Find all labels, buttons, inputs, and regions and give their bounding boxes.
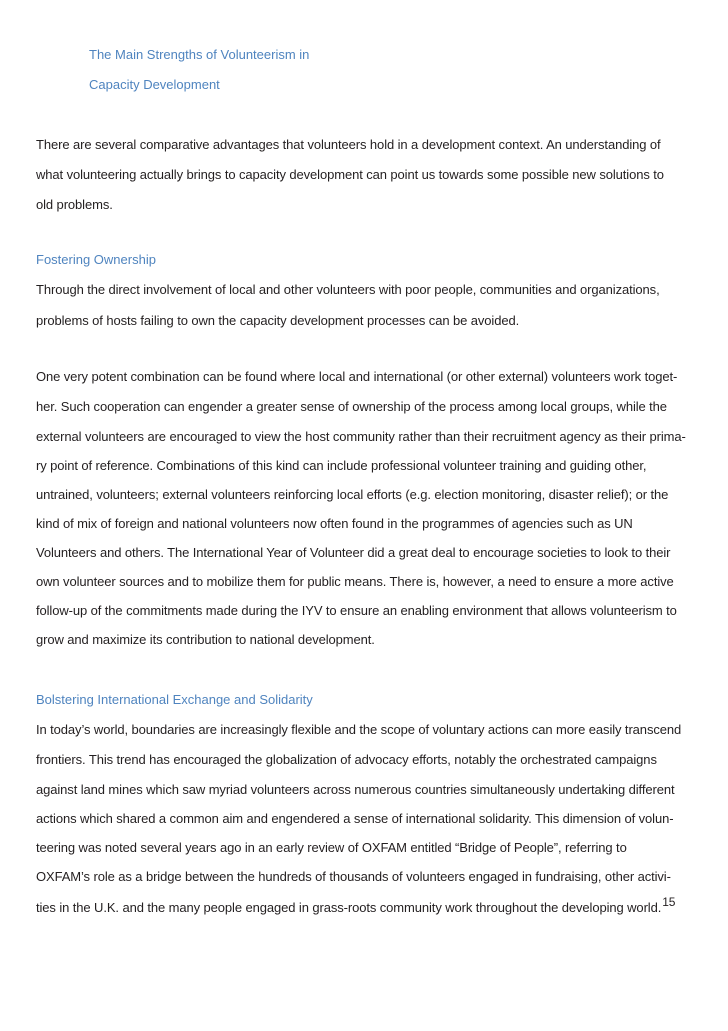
paragraph-line: problems of hosts failing to own the capacity development processes can be avoided. — [36, 313, 520, 328]
paragraph-line: external volunteers are encouraged to view the host community rather than their recruitment agency as their prima- — [36, 429, 686, 444]
paragraph-line: One very potent combination can be found where local and international (or other external) volunteers work toget- — [36, 369, 678, 384]
paragraph-line: against land mines which saw myriad volunteers across numerous countries simultaneously undertaking different — [36, 782, 675, 797]
title-line-1: The Main Strengths of Volunteerism in — [89, 47, 310, 62]
paragraph-line: OXFAM’s role as a bridge between the hundreds of thousands of volunteers engaged in fundraising, other activi- — [36, 869, 671, 884]
paragraph-line: own volunteer sources and to mobilize them for public means. There is, however, a need to ensure a more active — [36, 574, 674, 589]
paragraph-line: Through the direct involvement of local and other volunteers with poor people, communities and organizations, — [36, 282, 660, 297]
paragraph-line: In today’s world, boundaries are increasingly flexible and the scope of voluntary actions can more easily transcend — [36, 722, 682, 737]
intro-line: what volunteering actually brings to capacity development can point us towards some possible new solutions to — [36, 167, 664, 182]
paragraph-line: teering was noted several years ago in an early review of OXFAM entitled “Bridge of People”, referring to — [36, 840, 627, 855]
section-heading-international-exchange: Bolstering International Exchange and Solidarity — [36, 692, 313, 707]
paragraph-line: Volunteers and others. The International Year of Volunteer did a great deal to encourage societies to look to their — [36, 545, 671, 560]
paragraph-line-last — [36, 895, 676, 916]
paragraph-line: grow and maximize its contribution to national development. — [36, 632, 375, 647]
paragraph-line: ry point of reference. Combinations of this kind can include professional volunteer training and guiding other, — [36, 458, 647, 473]
paragraph-line: follow-up of the commitments made during the IYV to ensure an enabling environment that allows volunteerism to — [36, 603, 677, 618]
intro-line: old problems. — [36, 197, 113, 212]
paragraph-line-text: ties in the U.K. and the many people engaged in grass-roots community work throughout the developing world. — [36, 900, 662, 915]
section-heading-fostering-ownership: Fostering Ownership — [36, 252, 156, 267]
paragraph-line: actions which shared a common aim and engendered a sense of international solidarity. This dimension of volun- — [36, 811, 674, 826]
title-line-2: Capacity Development — [89, 77, 220, 92]
footnote-marker: 15 — [662, 895, 676, 909]
intro-line: There are several comparative advantages that volunteers hold in a development context. An understanding of — [36, 137, 661, 152]
paragraph-line: kind of mix of foreign and national volunteers now often found in the programmes of agencies such as UN — [36, 516, 633, 531]
paragraph-line: her. Such cooperation can engender a greater sense of ownership of the process among local groups, while the — [36, 399, 667, 414]
paragraph-line: frontiers. This trend has encouraged the globalization of advocacy efforts, notably the orchestrated campaigns — [36, 752, 657, 767]
paragraph-line: untrained, volunteers; external volunteers reinforcing local efforts (e.g. election monitoring, disaster relief); or the — [36, 487, 669, 502]
